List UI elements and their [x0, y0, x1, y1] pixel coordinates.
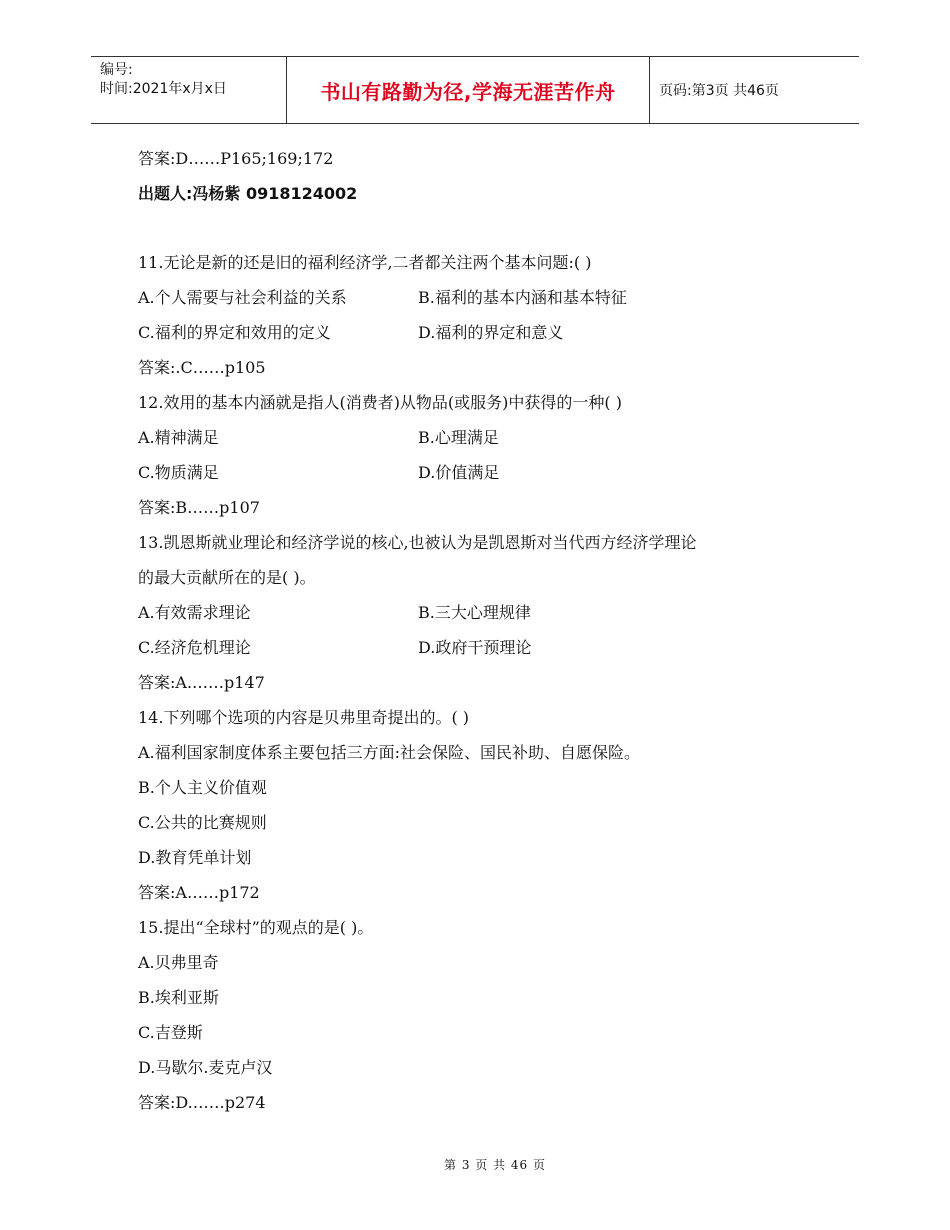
options-row	[138, 283, 838, 318]
option-d: D.价值满足	[418, 463, 500, 482]
option-c: C.物质满足	[138, 463, 219, 482]
option-c: C.公共的比赛规则	[138, 813, 267, 832]
option-a: A.精神满足	[138, 428, 219, 447]
option-d: D.政府干预理论	[418, 638, 532, 657]
question-15: 15.提出“全球村”的观点的是( )。	[138, 918, 374, 937]
page-header	[91, 56, 859, 124]
option-d: D.福利的界定和意义	[418, 323, 564, 342]
document-body	[138, 144, 838, 1123]
option-c: C.吉登斯	[138, 1023, 203, 1042]
option-b: B.埃利亚斯	[138, 988, 219, 1007]
time-label: 时间:2021年x月x日	[100, 81, 227, 97]
question-12: 12.效用的基本内涵就是指人(消费者)从物品(或服务)中获得的一种( )	[138, 393, 622, 412]
question-13-line-2: 的最大贡献所在的是( )。	[138, 568, 316, 587]
options-row	[138, 598, 838, 633]
answer-14: 答案:A……p172	[138, 883, 260, 902]
page-footer: 第 3 页 共 46 页	[444, 1158, 546, 1172]
options-row	[138, 423, 838, 458]
option-a: A.贝弗里奇	[138, 953, 219, 972]
answer-10: 答案:D……P165;169;172	[138, 149, 334, 168]
number-label: 编号:	[100, 62, 133, 78]
options-row	[138, 458, 838, 493]
option-a: A.个人需要与社会利益的关系	[138, 288, 347, 307]
option-c: C.经济危机理论	[138, 638, 251, 657]
question-14: 14.下列哪个选项的内容是贝弗里奇提出的。( )	[138, 708, 470, 727]
question-13-line-1: 13.凯恩斯就业理论和经济学说的核心,也被认为是凯恩斯对当代西方经济学理论	[138, 533, 697, 552]
spacer	[138, 214, 838, 248]
option-b: B.福利的基本内涵和基本特征	[418, 288, 627, 307]
motto: 书山有路勤为径,学海无涯苦作舟	[320, 79, 616, 104]
page-info: 页码:第3页 共46页	[659, 83, 779, 99]
option-d: D.马歇尔.麦克卢汉	[138, 1058, 273, 1077]
header-left-cell	[91, 57, 287, 123]
answer-11: 答案:.C……p105	[138, 358, 266, 377]
answer-13: 答案:A.……p147	[138, 673, 265, 692]
options-row	[138, 318, 838, 353]
answer-12: 答案:B……p107	[138, 498, 260, 517]
option-c: C.福利的界定和效用的定义	[138, 323, 331, 342]
option-b: B.心理满足	[418, 428, 499, 447]
answer-15: 答案:D.……p274	[138, 1093, 266, 1112]
option-d: D.教育凭单计划	[138, 848, 252, 867]
option-a: A.福利国家制度体系主要包括三方面:社会保险、国民补助、自愿保险。	[138, 743, 641, 762]
options-row	[138, 633, 838, 668]
header-motto-cell	[287, 57, 650, 123]
question-author: 出题人:冯杨紫 0918124002	[138, 184, 358, 203]
question-11: 11.无论是新的还是旧的福利经济学,二者都关注两个基本问题:( )	[138, 253, 592, 272]
option-a: A.有效需求理论	[138, 603, 251, 622]
option-b: B.个人主义价值观	[138, 778, 267, 797]
option-b: B.三大心理规律	[418, 603, 531, 622]
